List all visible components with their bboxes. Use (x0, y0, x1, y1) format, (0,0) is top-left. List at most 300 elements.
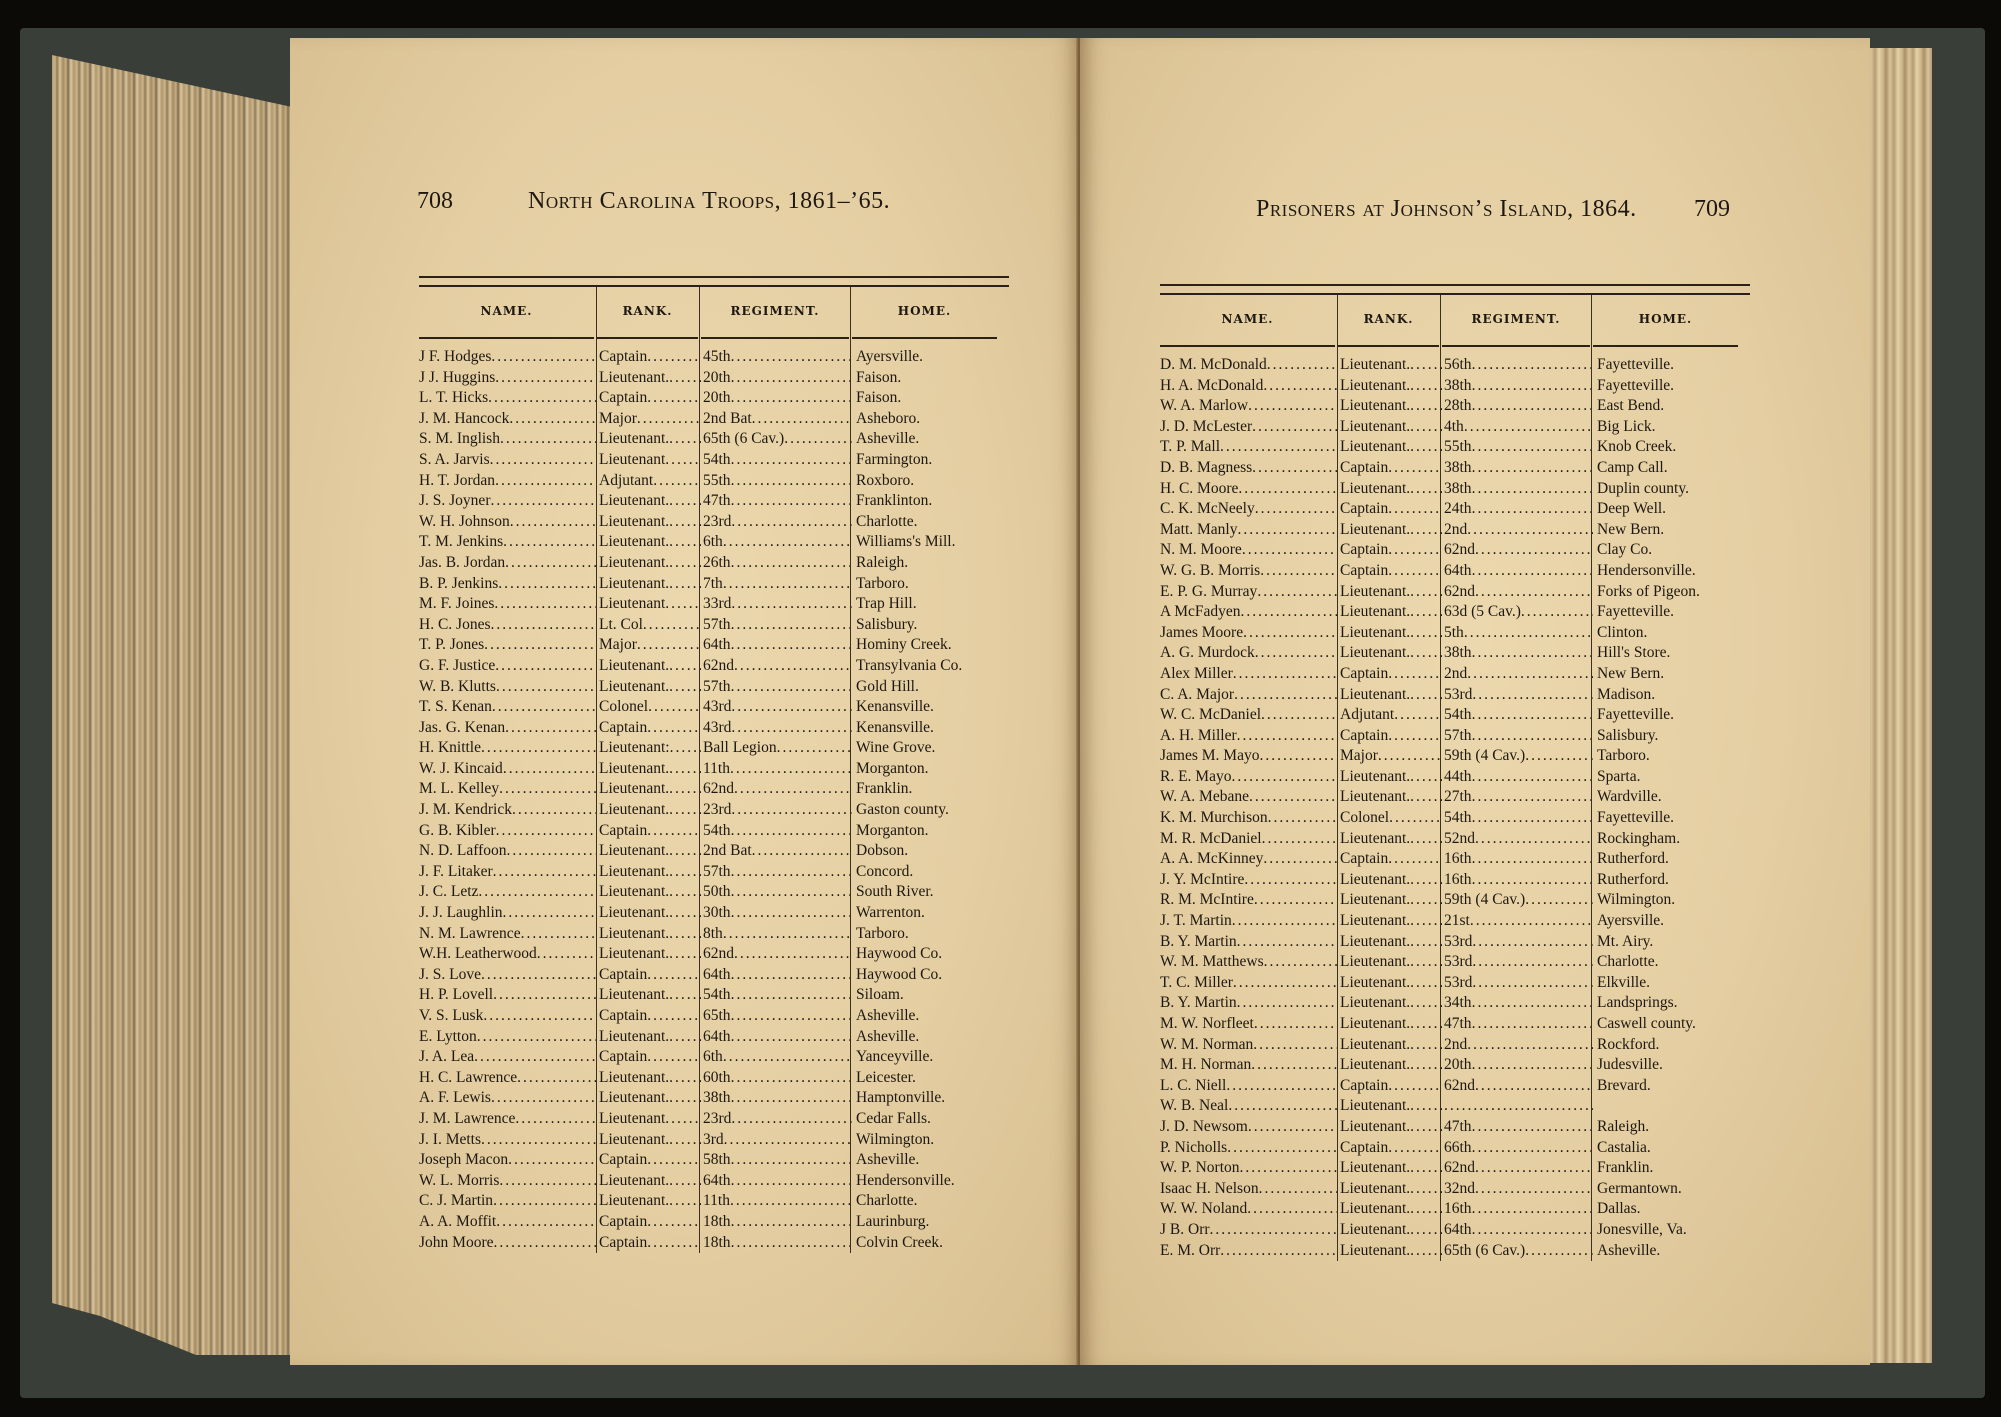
leader-dots (1410, 685, 1442, 706)
leader-dots (731, 471, 852, 492)
cell-rank (1338, 1035, 1442, 1056)
leader-dots (1475, 829, 1593, 850)
cell-name (419, 882, 597, 903)
roster-table (1160, 284, 1750, 1261)
leader-dots (731, 1027, 852, 1048)
cell-name (419, 677, 597, 698)
table-row (1160, 1138, 1750, 1159)
leader-dots (490, 491, 597, 512)
leader-dots (1257, 582, 1338, 603)
cell-name (1160, 396, 1338, 417)
leader-dots (507, 841, 597, 862)
leader-dots (1470, 911, 1593, 932)
cell-regiment (701, 1212, 852, 1233)
leader-dots (647, 1212, 701, 1233)
name-text: B. Y. Martin (1160, 994, 1237, 1012)
name-text: G. B. Kibler (419, 821, 496, 839)
leader-dots (637, 409, 701, 430)
rank-text: Lieutenant. (1340, 1179, 1411, 1197)
rank-text: Lieutenant. (1340, 356, 1411, 373)
leader-dots (1472, 849, 1593, 870)
cell-home: Salisbury. (1597, 726, 1659, 744)
leader-dots (1410, 1055, 1442, 1076)
leader-dots (1525, 1241, 1593, 1262)
cell-home: Haywood Co. (856, 945, 943, 963)
cell-name (1160, 1179, 1338, 1200)
table-row (419, 347, 1009, 368)
rank-text: Adjutant (599, 471, 654, 489)
cell-rank (1338, 376, 1442, 397)
rank-text: Lieutenant. (599, 1171, 670, 1189)
cell-regiment (701, 903, 852, 924)
cell-regiment (701, 635, 852, 656)
cell-regiment (1442, 787, 1593, 808)
cell-rank (597, 1150, 701, 1171)
regiment-text: 53rd (1444, 973, 1473, 991)
cell-name (419, 862, 597, 883)
cell-name (419, 841, 597, 862)
cell-name (1160, 499, 1338, 520)
regiment-text: 28th (1444, 397, 1472, 415)
cell-name (419, 1191, 597, 1212)
cell-regiment (701, 347, 852, 368)
table-header (419, 287, 1009, 339)
regiment-text: 54th (703, 986, 731, 1004)
name-text: Jas. B. Jordan (419, 553, 506, 571)
leader-dots (1259, 746, 1338, 767)
leader-dots (1233, 973, 1338, 994)
cell-regiment (1442, 479, 1593, 500)
cell-rank (597, 615, 701, 636)
cell-rank (1338, 1199, 1442, 1220)
cell-name (1160, 1220, 1338, 1241)
regiment-text: 62nd (1444, 541, 1475, 559)
leader-dots (784, 429, 852, 450)
leader-dots (665, 594, 701, 615)
leader-dots (1410, 911, 1442, 932)
name-text: V. S. Lusk (419, 1007, 484, 1024)
regiment-text: 54th (703, 450, 731, 468)
cell-rank (597, 1088, 701, 1109)
rank-text: Captain (599, 1048, 648, 1066)
cell-home: Charlotte. (1597, 953, 1659, 971)
name-text: A. A. McKinney (1160, 850, 1264, 868)
cell-rank (597, 1233, 701, 1254)
leader-dots (669, 677, 701, 698)
leader-dots (731, 821, 852, 842)
cell-rank (597, 718, 701, 739)
regiment-text: 53rd (1444, 685, 1473, 703)
rank-text: Captain (599, 821, 648, 839)
table-row (419, 697, 1009, 718)
cell-regiment (701, 553, 852, 574)
name-text: S. A. Jarvis (419, 450, 490, 468)
name-text: W. P. Norton (1160, 1159, 1240, 1177)
leader-dots (1410, 355, 1442, 376)
table-row (419, 759, 1009, 780)
rank-text: Lieutenant. (599, 656, 670, 674)
cell-regiment (1442, 993, 1593, 1014)
rank-text: Lieutenant. (599, 986, 670, 1004)
leader-dots (669, 532, 701, 553)
leader-dots (1467, 520, 1593, 541)
table-row (1160, 849, 1750, 870)
cell-rank (597, 532, 701, 553)
regiment-text: 55th (1444, 438, 1472, 456)
cell-regiment (701, 841, 852, 862)
leader-dots (1253, 1035, 1338, 1056)
leader-dots (1472, 561, 1593, 582)
name-text: A. G. Murdock (1160, 644, 1255, 662)
cell-name (1160, 993, 1338, 1014)
table-row (1160, 458, 1750, 479)
table-row (1160, 1035, 1750, 1056)
leader-dots (1263, 376, 1338, 397)
leader-dots (1521, 602, 1593, 623)
leader-dots (478, 882, 597, 903)
leader-dots (1233, 664, 1338, 685)
rank-text: Captain (599, 965, 648, 983)
cell-name (419, 368, 597, 389)
regiment-text: 62nd (703, 945, 734, 963)
leader-dots (731, 965, 852, 986)
cell-name (419, 615, 597, 636)
cell-regiment (1442, 1138, 1593, 1159)
leader-dots (669, 512, 701, 533)
leader-dots (731, 615, 852, 636)
cell-rank (1338, 561, 1442, 582)
cell-home: Rutherford. (1597, 850, 1669, 868)
leader-dots (500, 429, 597, 450)
table-row (419, 1191, 1009, 1212)
cell-name (419, 429, 597, 450)
leader-dots (493, 985, 597, 1006)
leader-dots (731, 512, 852, 533)
leader-dots (1410, 767, 1442, 788)
regiment-text: 56th (1444, 356, 1472, 373)
table-row (419, 903, 1009, 924)
cell-rank (1338, 1096, 1442, 1117)
cell-name (1160, 417, 1338, 438)
table-row (1160, 726, 1750, 747)
table-row (419, 738, 1009, 759)
cell-home: Roxboro. (856, 471, 915, 489)
regiment-text: 27th (1444, 788, 1472, 806)
rank-text: Lieutenant. (599, 553, 670, 571)
cell-regiment (701, 862, 852, 883)
leader-dots (1475, 540, 1593, 561)
cell-name (1160, 623, 1338, 644)
cell-rank (1338, 458, 1442, 479)
regiment-text: 38th (1444, 376, 1472, 394)
name-text: H. T. Jordan (419, 471, 496, 489)
leader-dots (734, 779, 852, 800)
cell-rank (597, 759, 701, 780)
table-row (1160, 808, 1750, 829)
cell-regiment (1442, 1014, 1593, 1035)
name-text: K. M. Murchison (1160, 809, 1268, 827)
regiment-text: 66th (1444, 1138, 1472, 1156)
cell-rank (1338, 870, 1442, 891)
cell-rank (1338, 355, 1442, 376)
cell-rank (597, 1027, 701, 1048)
leader-dots (1410, 623, 1442, 644)
rank-text: Lieutenant. (1340, 1056, 1411, 1074)
leader-dots (724, 1130, 852, 1151)
rank-text: Lieutenant. (599, 1192, 670, 1210)
leader-dots (1472, 767, 1593, 788)
cell-regiment (701, 574, 852, 595)
leader-dots (669, 779, 701, 800)
cell-home: Elkville. (1597, 973, 1650, 991)
name-text: H. C. Lawrence (419, 1068, 518, 1086)
leader-dots (1475, 1076, 1593, 1097)
leader-dots (488, 388, 597, 409)
leader-dots (647, 821, 701, 842)
leader-dots (669, 368, 701, 389)
regiment-text: 2nd (1444, 1035, 1468, 1053)
regiment-text: 2nd (1444, 520, 1468, 538)
leader-dots (1237, 932, 1338, 953)
leader-dots (1525, 746, 1593, 767)
cell-regiment (701, 882, 852, 903)
name-text: W. M. Matthews (1160, 953, 1264, 971)
name-text: E. P. G. Murray (1160, 582, 1258, 600)
leader-dots (731, 491, 852, 512)
leader-dots (1410, 1220, 1442, 1241)
cell-home: Caswell county. (1597, 1015, 1696, 1032)
cell-rank (597, 1212, 701, 1233)
cell-home: Kenansville. (856, 718, 934, 736)
cell-rank (1338, 993, 1442, 1014)
cell-home: Williams's Mill. (856, 533, 956, 551)
leader-dots (1410, 1014, 1442, 1035)
column-header-home: HOME. (1593, 295, 1738, 347)
leader-dots (1472, 1199, 1593, 1220)
cell-name (419, 656, 597, 677)
cell-name (1160, 685, 1338, 706)
name-text: J B. Orr (1160, 1220, 1210, 1238)
cell-name (1160, 437, 1338, 458)
leader-dots (1472, 973, 1593, 994)
leader-dots (503, 759, 597, 780)
cell-home: Wilmington. (856, 1130, 935, 1148)
cell-rank (597, 965, 701, 986)
leader-dots (1388, 664, 1442, 685)
cell-name (419, 924, 597, 945)
cell-rank (1338, 705, 1442, 726)
leader-dots (1410, 1158, 1442, 1179)
cell-regiment (701, 800, 852, 821)
cell-rank (597, 1068, 701, 1089)
cell-home: Farmington. (856, 450, 933, 468)
page-number: 709 (1694, 196, 1730, 222)
cell-regiment (1442, 767, 1593, 788)
leader-dots (1410, 952, 1442, 973)
rank-text: Lieutenant. (1340, 685, 1411, 703)
cell-rank (1338, 643, 1442, 664)
rank-text: Major (599, 636, 637, 654)
rank-text: Lieutenant. (1340, 438, 1411, 456)
leader-dots (647, 718, 701, 739)
cell-regiment (1442, 1199, 1593, 1220)
table-row (419, 1109, 1009, 1130)
cell-name (1160, 1014, 1338, 1035)
regiment-text: 23rd (703, 512, 732, 530)
leader-dots (1247, 1199, 1338, 1220)
leader-dots (1475, 1158, 1593, 1179)
leader-dots (731, 1171, 852, 1192)
leader-dots (1410, 1179, 1442, 1200)
cell-name (419, 1233, 597, 1254)
rank-text: Lieutenant. (1340, 623, 1411, 641)
table-row (1160, 1158, 1750, 1179)
regiment-text: 64th (703, 1027, 731, 1045)
cell-regiment (701, 697, 852, 718)
cell-home: Hendersonville. (1597, 561, 1696, 579)
table-row (419, 532, 1009, 553)
regiment-text: 26th (703, 553, 731, 571)
name-text: P. Nicholls (1160, 1138, 1228, 1156)
table-row (419, 924, 1009, 945)
table-row (419, 1150, 1009, 1171)
table-row (419, 1212, 1009, 1233)
cell-regiment (701, 1171, 852, 1192)
cell-home: Faison. (856, 389, 902, 407)
cell-home: Judesville. (1597, 1056, 1663, 1074)
name-text: E. Lytton (419, 1027, 477, 1045)
table-row (1160, 1220, 1750, 1241)
leader-dots (669, 574, 701, 595)
cell-home: Wardville. (1597, 788, 1662, 806)
cell-home: New Bern. (1597, 520, 1665, 538)
regiment-text: 47th (1444, 1015, 1472, 1032)
leader-dots (731, 1006, 852, 1027)
leader-dots (505, 553, 597, 574)
name-text: J. Y. McIntire (1160, 870, 1245, 888)
leader-dots (1220, 1241, 1338, 1262)
table-row (1160, 417, 1750, 438)
cell-rank (1338, 540, 1442, 561)
leader-dots (647, 347, 701, 368)
cell-regiment (701, 1068, 852, 1089)
regiment-text: 62nd (703, 656, 734, 674)
cell-home: Asheville. (856, 1151, 920, 1169)
leader-dots (1234, 685, 1338, 706)
name-text: J. F. Litaker (419, 862, 493, 880)
leader-dots (669, 1191, 701, 1212)
regiment-text: 18th (703, 1212, 731, 1230)
leader-dots (723, 532, 852, 553)
cell-home: Franklin. (856, 780, 913, 798)
cell-regiment (701, 944, 852, 965)
cell-regiment (1442, 911, 1593, 932)
regiment-text: 54th (703, 821, 731, 839)
leader-dots (1389, 808, 1442, 829)
cell-regiment (701, 1047, 852, 1068)
name-text: L. C. Niell (1160, 1076, 1227, 1094)
cell-regiment (1442, 1055, 1593, 1076)
leader-dots (512, 800, 597, 821)
cell-name (419, 903, 597, 924)
page-edges-left (52, 55, 292, 1355)
leader-dots (517, 1068, 597, 1089)
leader-dots (752, 841, 852, 862)
cell-home: Fayetteville. (1597, 356, 1675, 373)
leader-dots (1410, 787, 1442, 808)
cell-regiment (701, 450, 852, 471)
leader-dots (723, 574, 852, 595)
cell-rank (1338, 973, 1442, 994)
regiment-text: 54th (1444, 706, 1472, 724)
rank-text: Colonel (1340, 809, 1390, 827)
name-text: J. J. Laughlin (419, 904, 503, 922)
table-row (419, 1171, 1009, 1192)
name-text: T. S. Kenan (419, 698, 492, 716)
name-text: J. T. Martin (1160, 912, 1232, 930)
cell-regiment (1442, 726, 1593, 747)
leader-dots (1378, 746, 1442, 767)
leader-dots (731, 718, 852, 739)
leader-dots (731, 635, 852, 656)
leader-dots (1410, 1096, 1442, 1117)
cell-name (1160, 767, 1338, 788)
cell-rank (1338, 664, 1442, 685)
rank-text: Lieutenant. (1340, 376, 1411, 394)
cell-regiment (1442, 952, 1593, 973)
regiment-text: 59th (4 Cav.) (1444, 747, 1526, 765)
cell-rank (597, 882, 701, 903)
table-row (419, 1047, 1009, 1068)
cell-name (1160, 355, 1338, 376)
cell-rank (597, 388, 701, 409)
cell-rank (597, 512, 701, 533)
name-text: W. G. B. Morris (1160, 561, 1261, 579)
leader-dots (1388, 726, 1442, 747)
leader-dots (509, 409, 597, 430)
cell-home: Asheboro. (856, 409, 921, 427)
regiment-text: 60th (703, 1068, 731, 1086)
name-text: James M. Mayo (1160, 747, 1260, 765)
cell-name (419, 347, 597, 368)
cell-name (419, 779, 597, 800)
table-row (1160, 376, 1750, 397)
cell-regiment (701, 388, 852, 409)
cell-name (1160, 973, 1338, 994)
name-text: L. T. Hicks (419, 389, 489, 407)
regiment-text: Ball Legion (703, 739, 777, 757)
rank-text: Lieutenant (599, 595, 666, 613)
cell-rank (1338, 1138, 1442, 1159)
table-row (419, 553, 1009, 574)
cell-home: Laurinburg. (856, 1212, 930, 1230)
table-header (1160, 295, 1750, 347)
name-text: H. A. McDonald (1160, 376, 1264, 394)
cell-regiment (1442, 561, 1593, 582)
leader-dots (1475, 582, 1593, 603)
regiment-text: 64th (1444, 1220, 1472, 1238)
leader-dots (1388, 458, 1442, 479)
cell-regiment (701, 1233, 852, 1254)
cell-rank (597, 903, 701, 924)
leader-dots (490, 450, 597, 471)
name-text: A. H. Miller (1160, 726, 1237, 744)
leader-dots (1472, 479, 1593, 500)
table-row (1160, 1076, 1750, 1097)
leader-dots (1410, 890, 1442, 911)
leader-dots (730, 759, 852, 780)
table-row (419, 841, 1009, 862)
